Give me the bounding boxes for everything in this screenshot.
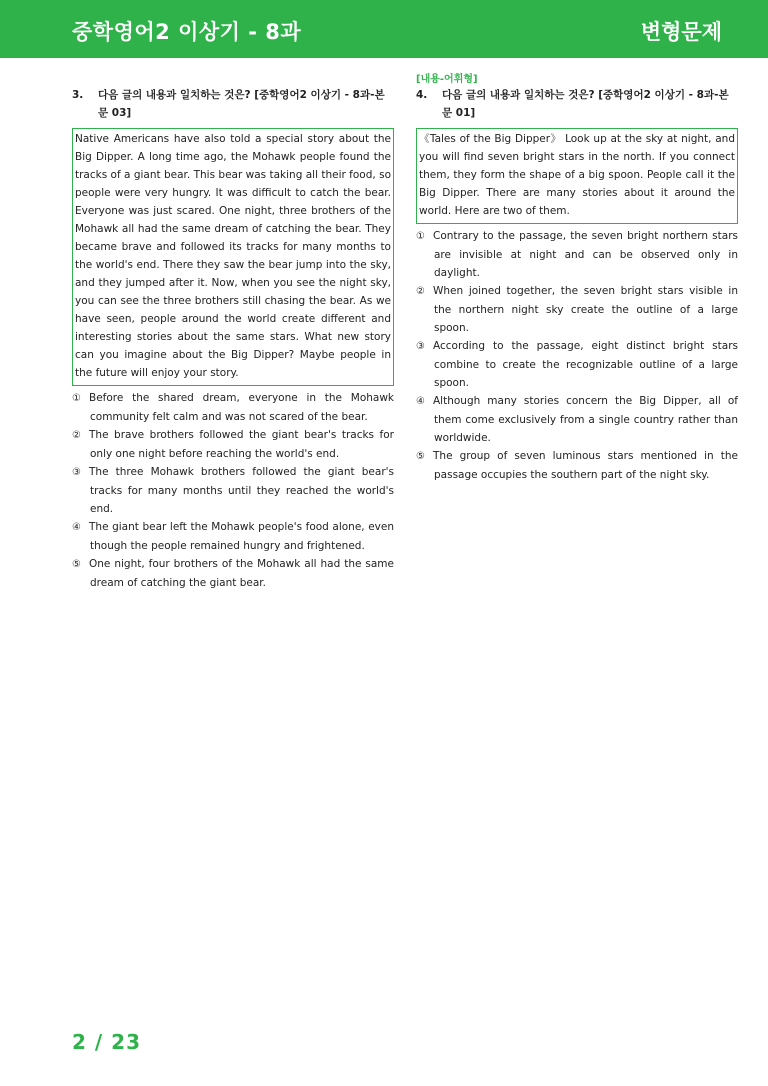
answer-choice[interactable] bbox=[72, 555, 394, 592]
answer-choice[interactable] bbox=[416, 392, 738, 447]
choice-text: Although many stories concern the Big Dipper, all of them come exclusively from a single country rather than worldwide. bbox=[433, 395, 738, 444]
page-header bbox=[0, 0, 768, 58]
header-title: 중학영어2 이상기 - 8과 bbox=[72, 20, 302, 44]
answer-choice[interactable] bbox=[72, 463, 394, 518]
answer-choice[interactable] bbox=[416, 447, 738, 484]
choice-text: The brave brothers followed the giant bear's tracks for only one night before reaching the world's end. bbox=[89, 429, 394, 460]
question-4 bbox=[416, 70, 738, 484]
question-type-tag bbox=[72, 70, 394, 84]
answer-choices bbox=[416, 227, 738, 484]
page-number: 2 / 23 bbox=[72, 1030, 141, 1054]
choice-mark: ③ bbox=[72, 467, 81, 478]
choice-text: Before the shared dream, everyone in the Mohawk community felt calm and was not scared of the bear. bbox=[89, 392, 394, 423]
choice-mark: ③ bbox=[416, 341, 425, 352]
answer-choice[interactable] bbox=[72, 518, 394, 555]
choice-mark: ② bbox=[72, 430, 81, 441]
choice-text: The group of seven luminous stars mentioned in the passage occupies the southern part of the night sky. bbox=[433, 450, 738, 481]
answer-choice[interactable] bbox=[72, 389, 394, 426]
choice-mark: ① bbox=[416, 231, 425, 242]
choice-text: When joined together, the seven bright stars visible in the northern night sky create the outline of a large spoon. bbox=[433, 285, 738, 334]
answer-choice[interactable] bbox=[416, 282, 738, 337]
question-number: 3. bbox=[72, 89, 84, 101]
choice-mark: ⑤ bbox=[72, 559, 81, 570]
question-3 bbox=[72, 70, 394, 592]
choice-mark: ④ bbox=[72, 522, 81, 533]
question-number: 4. bbox=[416, 89, 428, 101]
answer-choice[interactable] bbox=[72, 426, 394, 463]
choice-text: The giant bear left the Mohawk people's food alone, even though the people remained hungry and frightened. bbox=[89, 521, 394, 552]
answer-choice[interactable] bbox=[416, 227, 738, 282]
choice-text: The three Mohawk brothers followed the giant bear's tracks for many months until they reached the world's end. bbox=[89, 466, 394, 515]
choice-text: Contrary to the passage, the seven bright northern stars are invisible at night and can be observed only in daylight. bbox=[433, 230, 738, 279]
question-header bbox=[416, 86, 738, 122]
choice-mark: ① bbox=[72, 393, 81, 404]
answer-choice[interactable] bbox=[416, 337, 738, 392]
choice-text: One night, four brothers of the Mohawk all had the same dream of catching the giant bear. bbox=[89, 558, 394, 589]
choice-text: According to the passage, eight distinct bright stars combine to create the recognizable outline of a large spoon. bbox=[433, 340, 738, 389]
question-header bbox=[72, 86, 394, 122]
question-text: 다음 글의 내용과 일치하는 것은? [중학영어2 이상기 - 8과-본문 01] bbox=[442, 89, 729, 119]
question-text: 다음 글의 내용과 일치하는 것은? [중학영어2 이상기 - 8과-본문 03] bbox=[98, 89, 385, 119]
choice-mark: ④ bbox=[416, 396, 425, 407]
choice-mark: ⑤ bbox=[416, 451, 425, 462]
choice-mark: ② bbox=[416, 286, 425, 297]
answer-choices bbox=[72, 389, 394, 592]
passage-box: 《Tales of the Big Dipper》 Look up at the sky at night, and you will find seven bright stars in the north. If you connect them, they form the shape of a big spoon. People call it the Big Dipper. There are many stories about it around the world. Here are two of them. bbox=[416, 128, 738, 224]
passage-box: Native Americans have also told a special story about the Big Dipper. A long time ago, the Mohawk people found the tracks of a giant bear. This bear was taking all their food, so people were very hungry. It was difficult to catch the bear. Everyone was just scared. One night, three brothers of the Mohawk all had the same dream of catching the bear. They became brave and followed its tracks for many months to the world's end. There they saw the bear jump into the sky, and they jumped after it. Now, when you see the night sky, you can see the three brothers still chasing the bear. As we have seen, people around the world create different and interesting stories about the same stars. What new story can you imagine about the Big Dipper? Maybe people in the future will enjoy your story. bbox=[72, 128, 394, 386]
header-section-label: 변형문제 bbox=[640, 20, 722, 44]
question-type-tag: [내용-어휘형] bbox=[416, 74, 478, 85]
